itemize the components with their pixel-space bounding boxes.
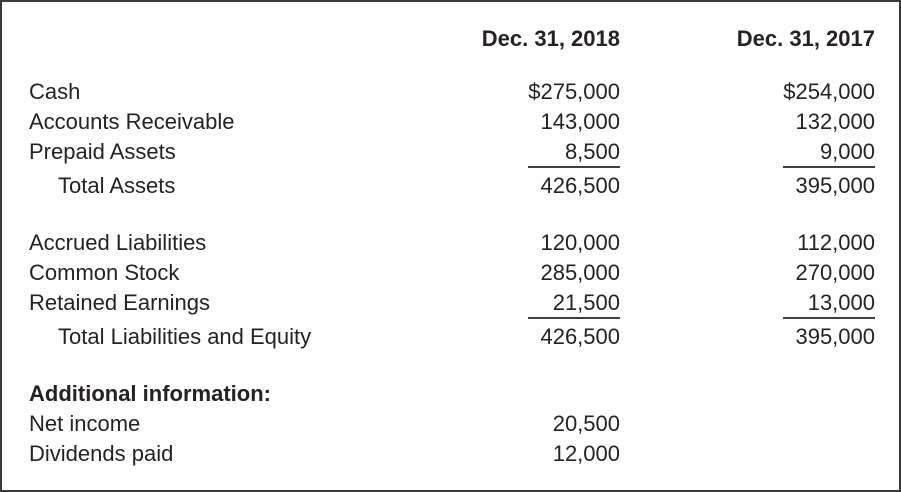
row-label: Accrued Liabilities <box>29 230 207 256</box>
row-dividends-paid <box>29 439 875 469</box>
value-2017 <box>620 288 875 319</box>
row-label: Cash <box>29 79 81 104</box>
total-value-2017: 395,000 <box>795 173 875 199</box>
row-accounts-receivable <box>29 107 875 137</box>
value-2018 <box>430 137 620 168</box>
column-header-2017: Dec. 31, 2017 <box>736 26 875 51</box>
additional-information-heading <box>29 379 875 409</box>
value-2017: 132,000 <box>795 109 875 134</box>
row-label: Retained Earnings <box>29 290 211 316</box>
value-2017 <box>620 137 875 168</box>
value-2017: $254,000 <box>783 79 875 104</box>
total-label: Total Liabilities and Equity <box>58 324 312 350</box>
value-2018 <box>430 288 620 319</box>
value-2018: 143,000 <box>540 109 620 134</box>
value-2018: $275,000 <box>528 79 620 104</box>
total-value-2017: 395,000 <box>795 324 875 350</box>
row-label: Dividends paid <box>29 441 174 467</box>
underlined-value: 13,000 <box>783 291 875 319</box>
underlined-value: 8,500 <box>528 140 620 168</box>
row-label: Accounts Receivable <box>29 109 235 134</box>
row-prepaid-assets <box>29 137 875 168</box>
row-total-assets <box>29 171 875 201</box>
row-label: Prepaid Assets <box>29 139 176 164</box>
row-total-liabilities-equity <box>29 322 875 352</box>
value-2018: 12,000 <box>552 441 620 467</box>
total-label: Total Assets <box>58 173 176 199</box>
value-2018: 285,000 <box>540 260 620 286</box>
column-header-row <box>29 24 875 54</box>
value-2017: 112,000 <box>797 230 875 256</box>
value-2018: 120,000 <box>540 230 620 256</box>
row-cash <box>29 77 875 107</box>
total-value-2018: 426,500 <box>540 324 620 350</box>
row-retained-earnings <box>29 288 875 319</box>
value-2017: 270,000 <box>795 260 875 286</box>
value-2018: 20,500 <box>552 411 620 437</box>
column-header-2018: Dec. 31, 2018 <box>481 26 620 51</box>
row-accrued-liabilities <box>29 228 875 258</box>
total-value-2018: 426,500 <box>540 173 620 199</box>
underlined-value: 9,000 <box>783 140 875 168</box>
heading-label: Additional information: <box>29 381 271 407</box>
row-label: Net income <box>29 411 141 437</box>
row-common-stock <box>29 258 875 288</box>
row-label: Common Stock <box>29 260 180 286</box>
row-net-income <box>29 409 875 439</box>
underlined-value: 21,500 <box>528 291 620 319</box>
